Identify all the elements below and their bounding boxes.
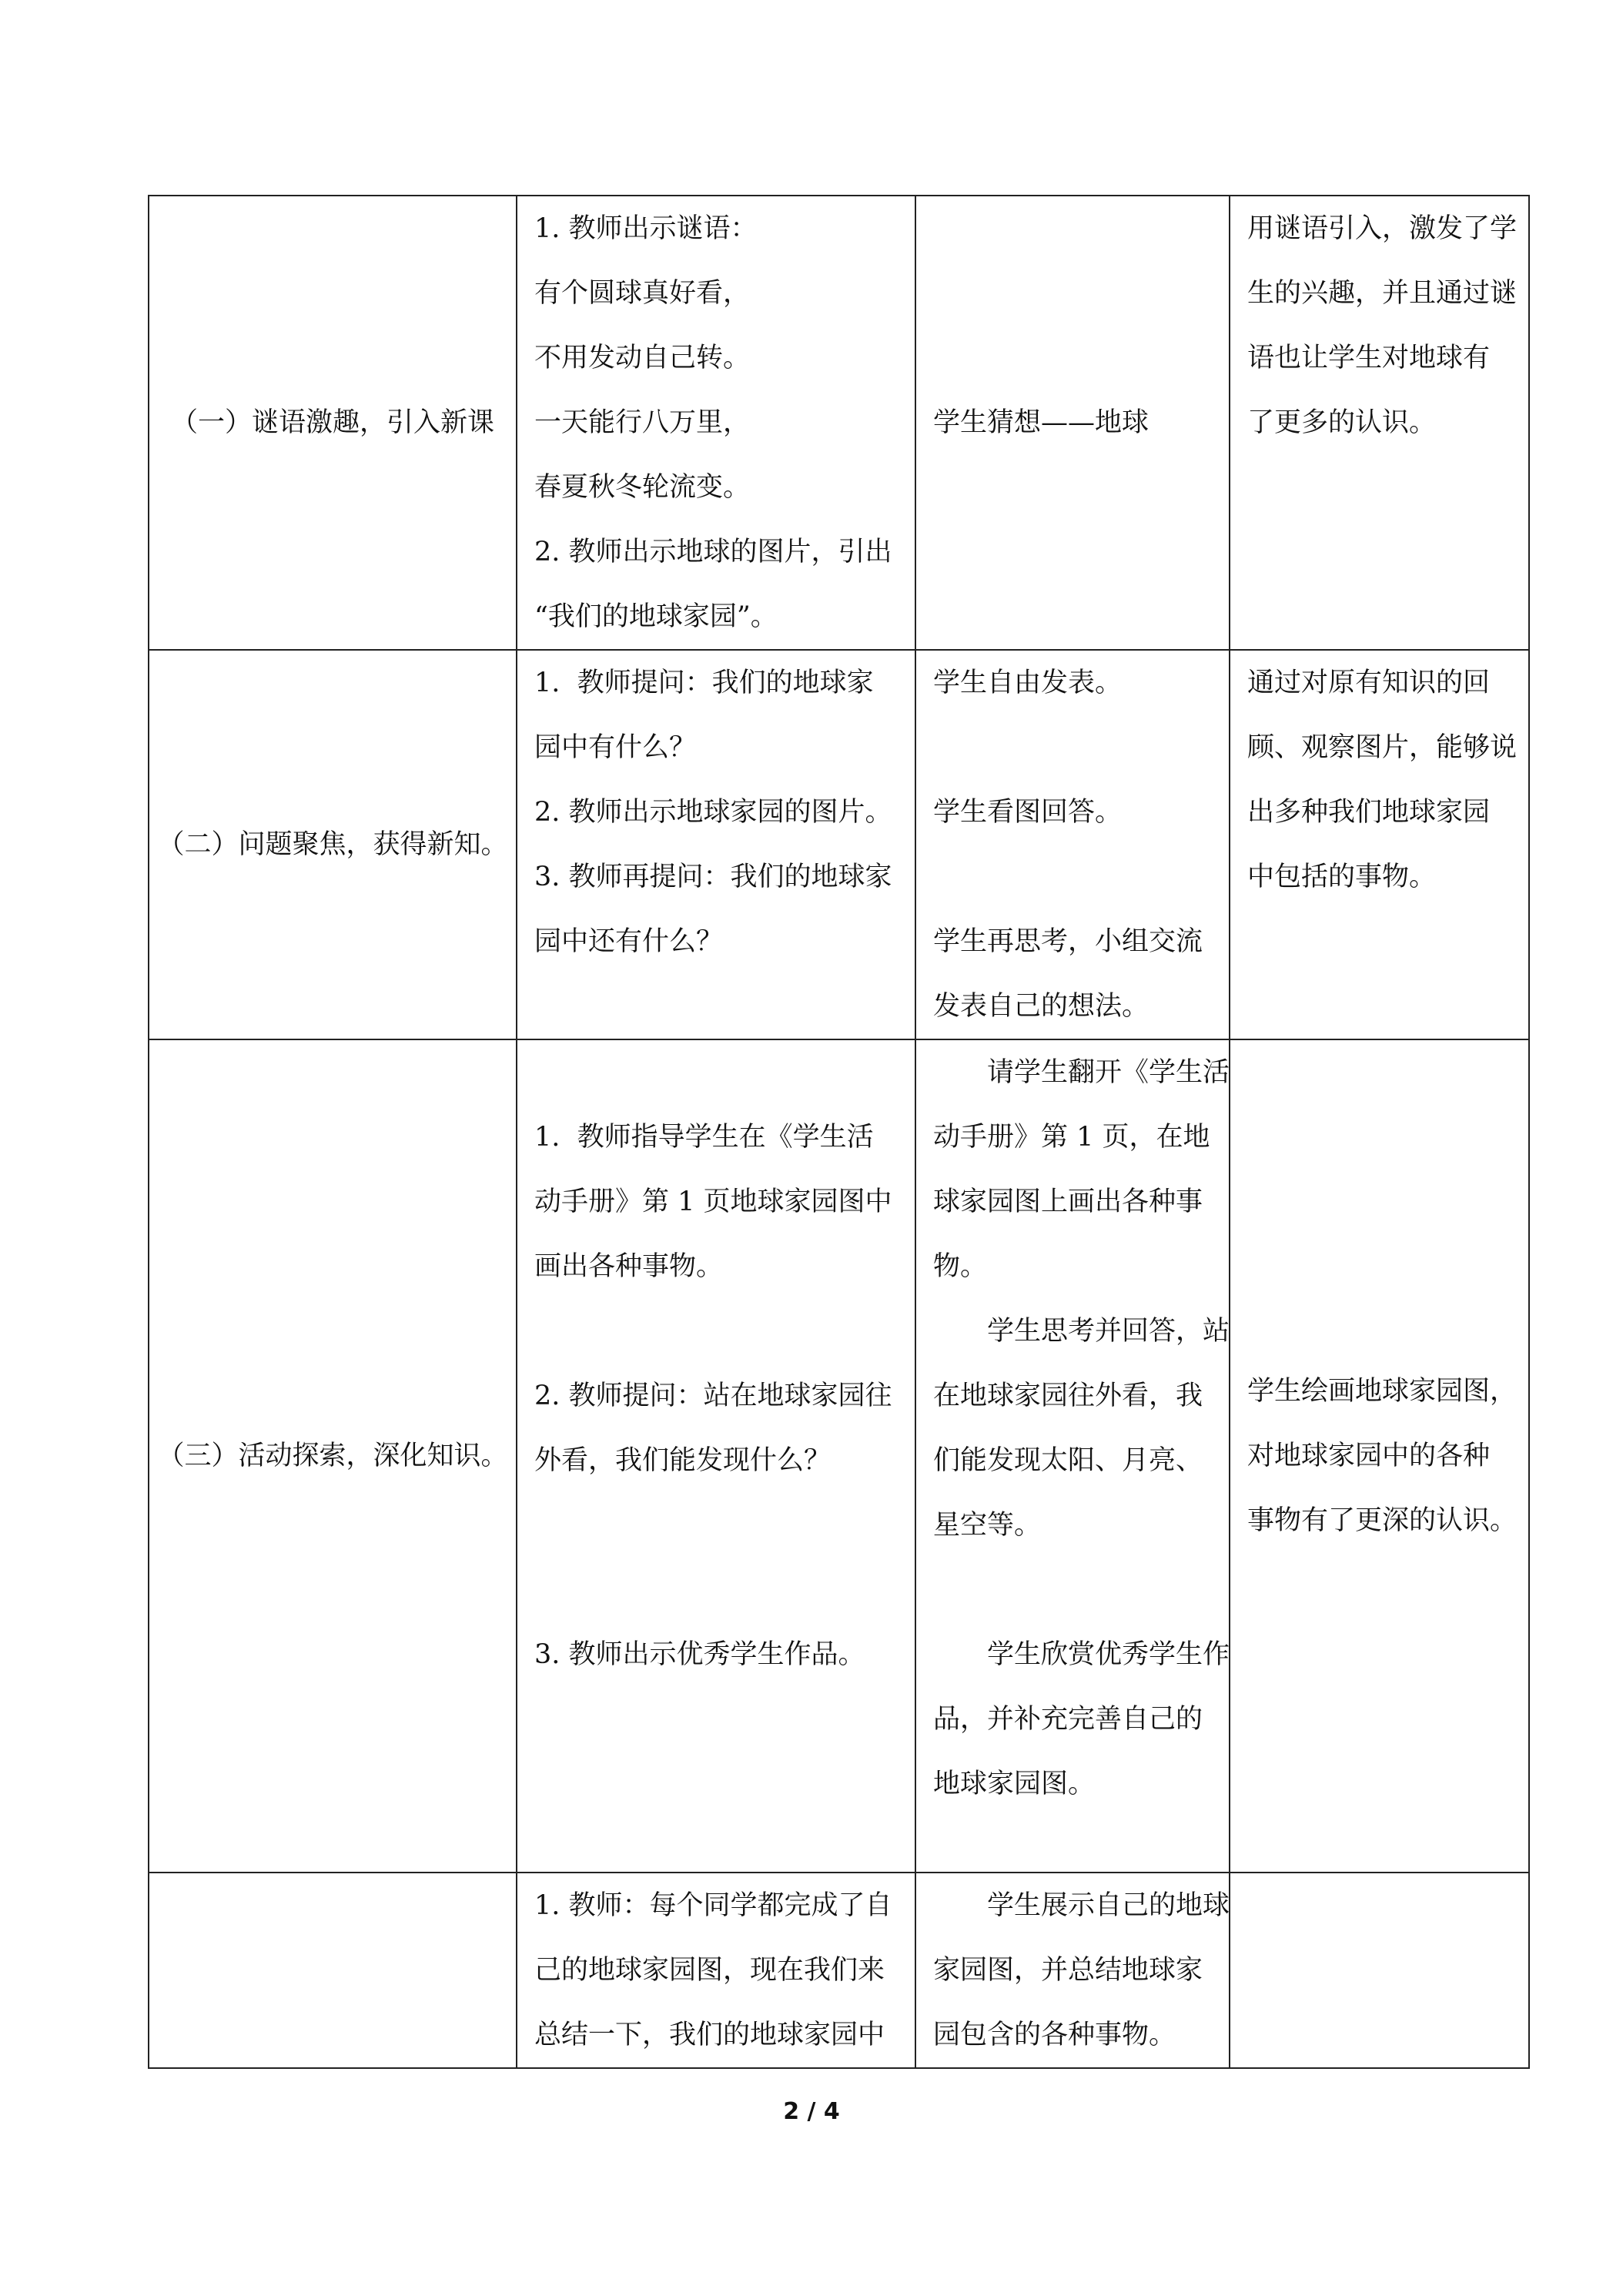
teacher-line: 园中有什么？ (534, 732, 697, 763)
design-intent-cell (1230, 1873, 1529, 2068)
design-intent-cell (1230, 650, 1529, 1039)
stage-cell (149, 650, 517, 1039)
stage-title: （二）问题聚焦，获得新知。 (157, 829, 508, 860)
intent-line: 中包括的事物。 (1247, 862, 1437, 892)
intent-line: 事物有了更深的认识。 (1247, 1505, 1518, 1536)
teacher-line: 1. 教师提问：我们的地球家 (534, 668, 874, 698)
teacher-line: 春夏秋冬轮流变。 (534, 472, 751, 503)
student-line: 在地球家园往外看，我 (933, 1381, 1203, 1411)
blank-line (534, 1299, 898, 1364)
stage-title: （一）谜语激趣，引入新课 (170, 407, 494, 438)
student-activity-cell (915, 1039, 1230, 1873)
teacher-line: 有个圆球真好看， (534, 278, 751, 309)
intent-line: 生的兴趣，并且通过谜 (1247, 278, 1518, 309)
teacher-line: 园中还有什么？ (534, 926, 724, 957)
table-row (149, 196, 1529, 650)
teacher-line: 1. 教师出示谜语： (534, 213, 758, 244)
teacher-line: 1. 教师指导学生在《学生活 (534, 1122, 874, 1153)
student-line: 学生看图回答。 (933, 797, 1123, 828)
student-line: 学生自由发表。 (933, 668, 1123, 698)
teacher-line: 3. 教师再提问：我们的地球家 (534, 862, 892, 892)
teacher-activity-cell (517, 1039, 915, 1873)
student-line: 学生展示自己的地球 (987, 1890, 1230, 1921)
stage-cell (149, 196, 517, 650)
intent-line: 顾、观察图片，能够说 (1247, 732, 1518, 763)
teacher-activity-cell (517, 1873, 915, 2068)
teacher-line: 一天能行八万里， (534, 407, 751, 438)
blank-line (534, 1493, 898, 1558)
stage-title: （三）活动探索，深化知识。 (157, 1441, 508, 1471)
blank-line (534, 1040, 898, 1105)
blank-line (534, 1558, 898, 1622)
teacher-line: 2. 教师提问：站在地球家园往 (534, 1381, 892, 1411)
student-line: 球家园图上画出各种事 (933, 1186, 1203, 1217)
teacher-line: 画出各种事物。 (534, 1251, 724, 1282)
page-number: 2 / 4 (783, 2098, 840, 2125)
teacher-line: “我们的地球家园”。 (534, 601, 778, 632)
student-activity-cell (915, 650, 1230, 1039)
blank-line (933, 715, 1212, 780)
teacher-line: 总结一下，我们的地球家园中 (534, 2020, 885, 2050)
teacher-line: 动手册》第 1 页地球家园图中 (534, 1186, 892, 1217)
teacher-line: 2. 教师出示地球的图片，引出 (534, 537, 892, 567)
student-line: 物。 (933, 1251, 988, 1282)
teacher-line: 1. 教师：每个同学都完成了自 (534, 1890, 892, 1921)
teacher-activity-cell (517, 650, 915, 1039)
intent-line: 学生绘画地球家园图， (1247, 1376, 1518, 1407)
table-row (149, 1039, 1529, 1873)
student-line: 地球家园图。 (933, 1769, 1096, 1799)
blank-line (933, 845, 1212, 909)
student-line: 星空等。 (933, 1510, 1042, 1541)
student-line: 家园图，并总结地球家 (933, 1955, 1203, 1986)
intent-line: 出多种我们地球家园 (1247, 797, 1491, 828)
stage-cell (149, 1873, 517, 2068)
table-row (149, 650, 1529, 1039)
student-line: 学生思考并回答，站 (987, 1316, 1230, 1347)
student-line: 园包含的各种事物。 (933, 2020, 1176, 2050)
intent-line: 了更多的认识。 (1247, 407, 1437, 438)
design-intent-cell (1230, 196, 1529, 650)
intent-line: 通过对原有知识的回 (1247, 668, 1491, 698)
student-line: 学生猜想——地球 (933, 407, 1149, 438)
student-line: 学生欣赏优秀学生作 (987, 1639, 1230, 1670)
student-line: 动手册》第 1 页，在地 (933, 1122, 1210, 1153)
intent-line: 语也让学生对地球有 (1247, 343, 1491, 373)
teacher-line: 2. 教师出示地球家园的图片。 (534, 797, 892, 828)
intent-line: 对地球家园中的各种 (1247, 1441, 1491, 1471)
teacher-line: 外看，我们能发现什么？ (534, 1445, 832, 1476)
student-line: 发表自己的想法。 (933, 991, 1149, 1022)
teacher-activity-cell (517, 196, 915, 650)
student-line: 学生再思考，小组交流 (933, 926, 1203, 957)
teacher-line: 不用发动自己转。 (534, 343, 751, 373)
teacher-line: 3. 教师出示优秀学生作品。 (534, 1639, 865, 1670)
student-activity-cell (915, 1873, 1230, 2068)
teacher-line: 己的地球家园图，现在我们来 (534, 1955, 885, 1986)
student-line: 品，并补充完善自己的 (933, 1704, 1203, 1735)
student-line: 请学生翻开《学生活 (987, 1057, 1230, 1088)
design-intent-cell (1230, 1039, 1529, 1873)
intent-line: 用谜语引入，激发了学 (1247, 213, 1518, 244)
table-row (149, 1873, 1529, 2068)
student-line: 们能发现太阳、月亮、 (933, 1445, 1203, 1476)
student-activity-cell (915, 196, 1230, 650)
lesson-plan-table (148, 195, 1530, 2069)
stage-cell (149, 1039, 517, 1873)
blank-line (933, 1558, 1212, 1622)
